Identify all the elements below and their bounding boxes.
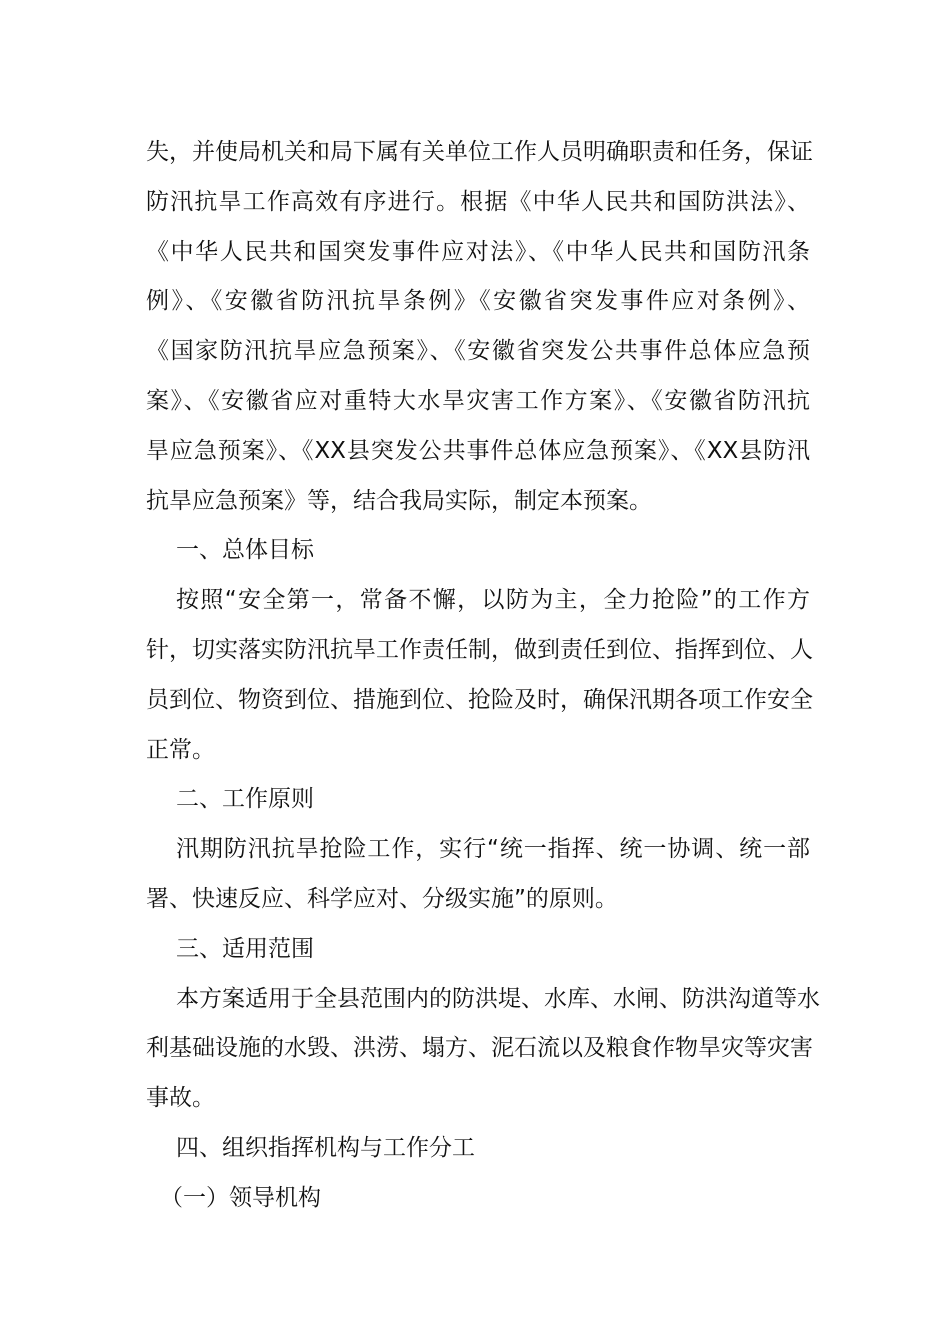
paragraph-line: 按照“安全第一，常备不懈，以防为主，全力抢险”的工作方 [176,587,810,614]
section-heading-scope [146,925,810,975]
section-heading-text: 二、工作原则 [176,786,314,813]
paragraph-line: 防汛抗旱工作高效有序进行。根据《中华人民共和国防洪法》、 [146,188,810,215]
section-heading-text: 三、适用范围 [176,935,314,962]
paragraph-line: 案》、《安徽省应对重特大水旱灾害工作方案》、《安徽省防汛抗 [146,387,810,414]
paragraph-line: 失，并使局机关和局下属有关单位工作人员明确职责和任务，保证 [146,139,813,165]
paragraph-line: 抗旱应急预案》等，结合我局实际，制定本预案。 [146,487,652,514]
section-heading-organization [146,1124,810,1174]
principles-paragraph [146,825,810,925]
paragraph-line: 旱应急预案》、《XX县突发公共事件总体应急预案》、《XX县防汛 [146,437,810,464]
subsection-heading-text: （一）领导机构 [160,1184,321,1211]
paragraph-line: 员到位、物资到位、措施到位、抢险及时，确保汛期各项工作安全 [146,686,813,713]
subsection-heading-leadership [146,1174,810,1224]
paragraph-line: 利基础设施的水毁、洪涝、塌方、泥石流以及粮食作物旱灾等灾害 [146,1035,813,1062]
paragraph-line: 《中华人民共和国突发事件应对法》、《中华人民共和国防汛条 [146,238,810,265]
section-heading-principles [146,775,810,825]
paragraph-line: 针，切实落实防汛抗旱工作责任制，做到责任到位、指挥到位、人 [146,636,813,663]
paragraph-line: 汛期防汛抗旱抢险工作，实行“统一指挥、统一协调、统一部 [176,836,810,863]
section-heading-text: 四、组织指挥机构与工作分工 [176,1134,475,1161]
paragraph-line: 正常。 [146,736,215,763]
section-heading-goals [146,526,810,576]
paragraph-line: 事故。 [146,1085,215,1112]
section-heading-text: 一、总体目标 [176,537,314,564]
paragraph-line: 《国家防汛抗旱应急预案》、《安徽省突发公共事件总体应急预 [146,338,810,365]
goals-paragraph [146,576,813,775]
document-body [146,128,820,1224]
paragraph-line: 本方案适用于全县范围内的防洪堤、水库、水闸、防洪沟道等水 [176,985,820,1012]
paragraph-line: 署、快速反应、科学应对、分级实施”的原则。 [146,885,618,912]
paragraph-line: 例》、《安徽省防汛抗旱条例》《安徽省突发事件应对条例》、 [146,288,810,315]
intro-paragraph [146,128,813,526]
scope-paragraph [146,975,820,1124]
